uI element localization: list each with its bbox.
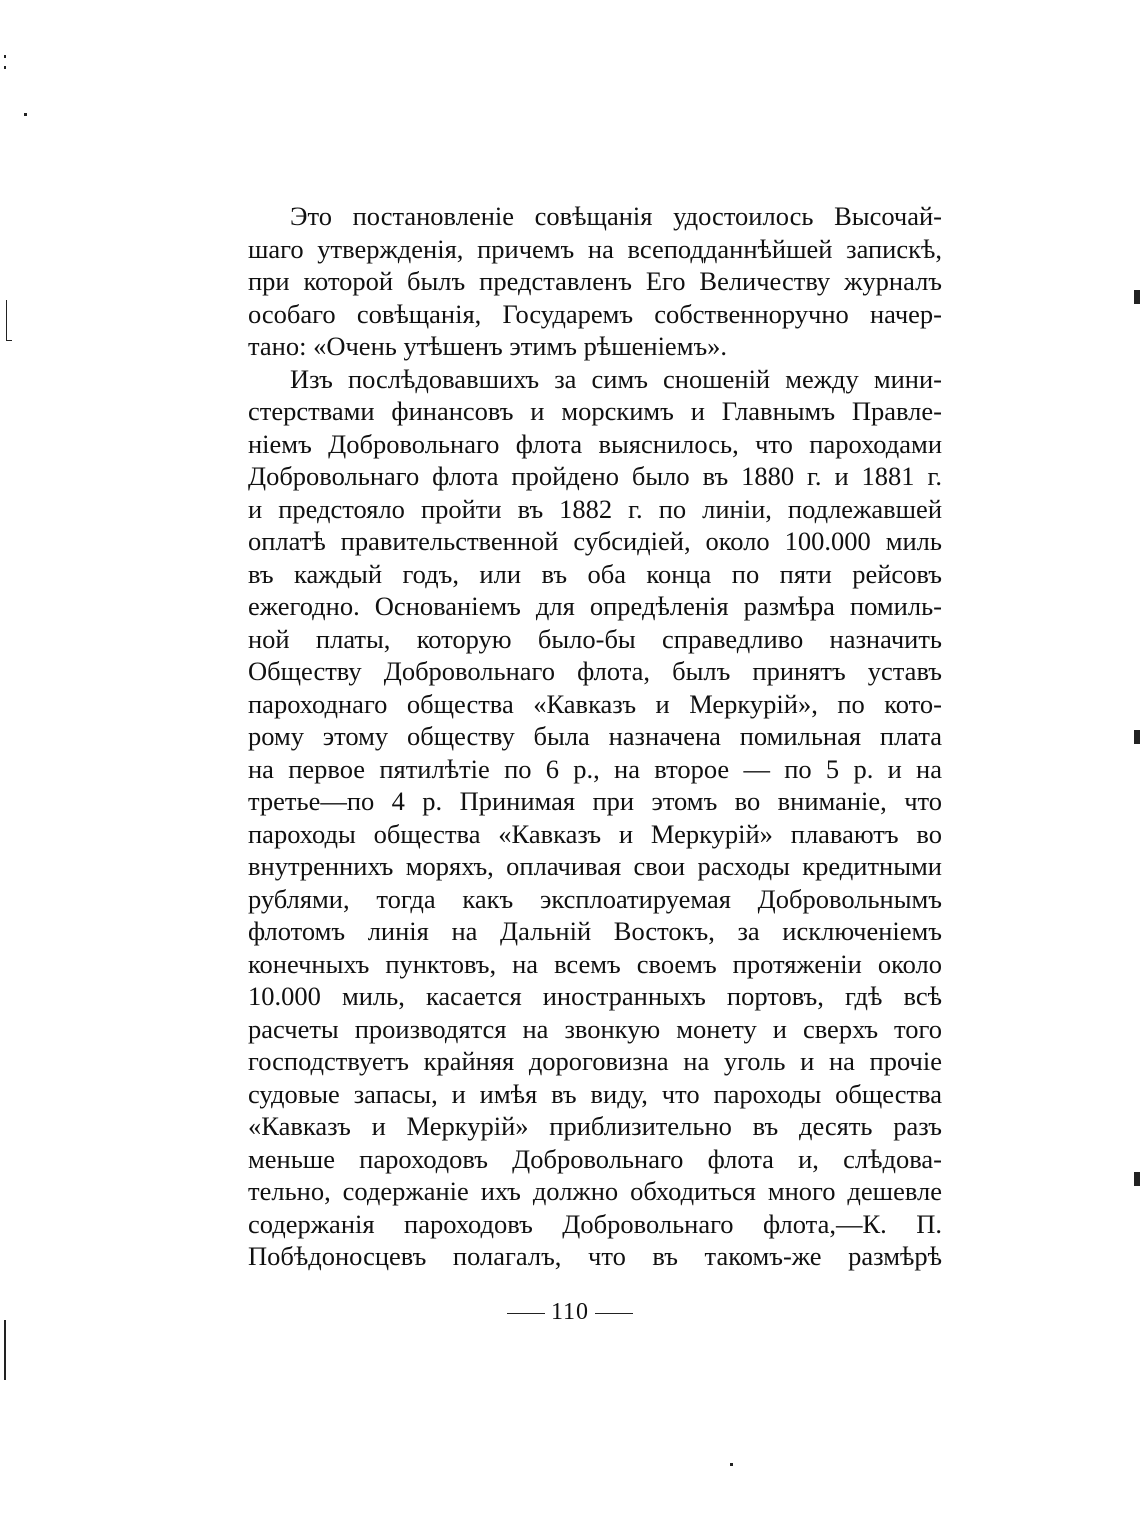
text-line: и предстояло пройти въ 1882 г. по линіи, подлежавшей — [248, 493, 942, 524]
text-line: Это постановленіе совѣщанія удостоилось Высочай- — [290, 201, 942, 231]
text-line: рому этому обществу была назначена помильная плата — [248, 721, 942, 751]
text-line: «Кавказъ и Меркурій» приблизительно въ десять разъ — [248, 1111, 942, 1141]
text-line: конечныхъ пунктовъ, на всемъ своемъ протяженіи около — [248, 948, 942, 979]
text-line: шаго утвержденія, причемъ на всеподданнѣйшей запискѣ, — [248, 233, 942, 264]
page-number-rule-right — [595, 1313, 633, 1314]
page-number — [0, 1297, 1140, 1327]
scan-speck — [24, 113, 27, 116]
scan-speck — [4, 55, 6, 58]
text-line: содержанія пароходовъ Добровольнаго флота,—К. П. — [248, 1208, 942, 1239]
text-line: расчеты производятся на звонкую монету и сверхъ того — [248, 1013, 942, 1044]
paragraph-1 — [248, 200, 942, 363]
scan-speck — [1134, 1172, 1140, 1186]
text-line: 10.000 миль, касается иностранныхъ портовъ, гдѣ всѣ — [248, 981, 942, 1011]
text-line: при которой былъ представленъ Его Величеству журналъ — [248, 266, 942, 296]
paragraph-2 — [248, 363, 942, 1273]
text-line: ніемъ Добровольнаго флота выяснилось, что пароходами — [248, 428, 942, 459]
text-line: въ каждый годъ, или въ оба конца по пяти рейсовъ — [248, 558, 942, 589]
scan-speck — [6, 300, 7, 340]
text-line: стерствами финансовъ и морскимъ и Главнымъ Правле- — [248, 396, 942, 426]
scan-speck — [4, 1320, 6, 1380]
text-line: тано: «Очень утѣшенъ этимъ рѣшеніемъ». — [248, 331, 728, 361]
page-number-rule-left — [507, 1313, 545, 1314]
text-line: Обществу Добровольнаго флота, былъ принятъ уставъ — [248, 656, 942, 686]
text-line: пароходы общества «Кавказъ и Меркурій» плаваютъ во — [248, 818, 942, 849]
page-number-text: 110 — [550, 1299, 590, 1325]
text-line: ежегодно. Основаніемъ для опредѣленія размѣра помиль- — [248, 591, 942, 621]
body-text — [248, 200, 942, 1273]
scan-speck — [730, 1463, 733, 1466]
text-line: тельно, содержаніе ихъ должно обходиться много дешевле — [248, 1176, 942, 1206]
text-line: Добровольнаго флота пройдено было въ 1880 г. и 1881 г. — [248, 461, 942, 491]
scan-speck — [1134, 290, 1140, 304]
scan-speck — [6, 340, 12, 341]
scan-speck — [4, 66, 6, 69]
text-line: ной платы, которую было-бы справедливо назначить — [248, 623, 942, 654]
text-line: Побѣдоносцевъ полагалъ, что въ такомъ-же размѣрѣ — [248, 1241, 942, 1271]
text-line: внутреннихъ моряхъ, оплачивая свои расходы кредитными — [248, 851, 942, 881]
text-line: флотомъ линія на Дальній Востокъ, за исключеніемъ — [248, 916, 942, 946]
scan-speck — [1134, 730, 1140, 744]
text-line: на первое пятилѣтіе по 6 р., на второе — по 5 р. и на — [248, 753, 942, 784]
text-line: судовые запасы, и имѣя въ виду, что пароходы общества — [248, 1078, 942, 1109]
text-line: третье—по 4 р. Принимая при этомъ во вниманіе, что — [248, 786, 942, 816]
text-line: оплатѣ правительственной субсидіей, около 100.000 миль — [248, 526, 942, 556]
text-line: Изъ послѣдовавшихъ за симъ сношеній между мини- — [290, 363, 942, 394]
text-line: господствуетъ крайняя дороговизна на уголь и на прочіе — [248, 1046, 942, 1076]
text-line: рублями, тогда какъ эксплоатируемая Добровольнымъ — [248, 883, 942, 914]
text-line: меньше пароходовъ Добровольнаго флота и, слѣдова- — [248, 1143, 942, 1174]
text-line: пароходнаго общества «Кавказъ и Меркурій», по кото- — [248, 688, 942, 719]
text-line: особаго совѣщанія, Государемъ собственноручно начер- — [248, 298, 942, 329]
